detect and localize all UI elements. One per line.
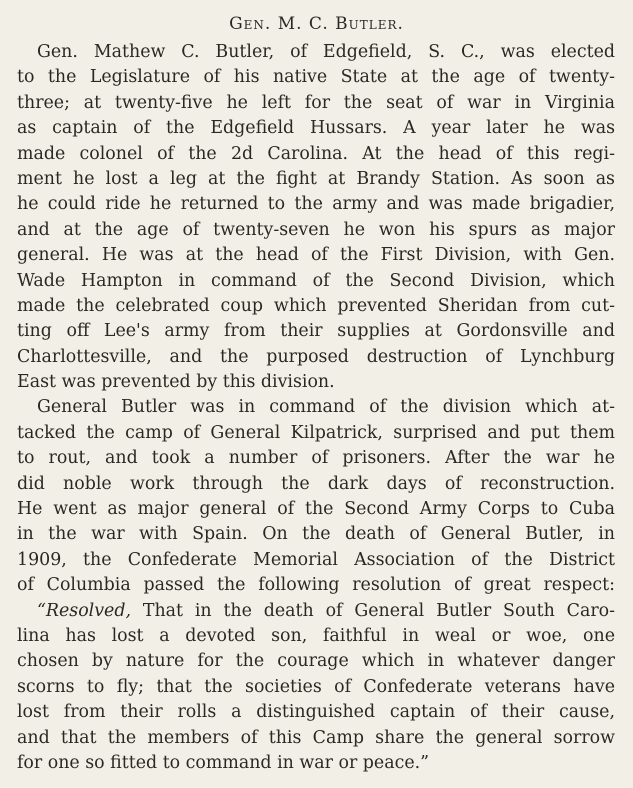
text-line: to the Legislature of his native State at the age of twenty- [17, 67, 615, 88]
article-body [17, 40, 615, 776]
text-line: General Butler was in command of the division which at- [37, 397, 615, 418]
text-line: scorns to fly; that the societies of Confederate veterans have [17, 676, 615, 697]
text-line: Charlottesville, and the purposed destruction of Lynchburg [17, 346, 615, 367]
text-line: general. He was at the head of the First Division, with Gen. [17, 245, 615, 266]
text-line: did noble work through the dark days of reconstruction. [17, 473, 615, 494]
text-line [17, 599, 615, 624]
text-line: for one so fitted to command in war or peace.” [17, 752, 430, 773]
text-line: to rout, and took a number of prisoners. After the war he [17, 448, 615, 469]
text-line: three; at twenty-five he left for the seat of war in Virginia [17, 92, 615, 113]
paragraph-3-resolution [17, 599, 615, 777]
text-line: Gen. Mathew C. Butler, of Edgefield, S. C., was elected [37, 42, 615, 62]
resolved-word: “Resolved, [37, 600, 132, 621]
text-line: lina has lost a devoted son, faithful in weal or woe, one [17, 625, 615, 646]
text-line: ting off Lee's army from their supplies at Gordonsville and [17, 321, 615, 342]
text-line: 1909, the Confederate Memorial Association of the District [17, 549, 615, 570]
text-line: Wade Hampton in command of the Second Division, which [17, 270, 615, 291]
text-line: and at the age of twenty-seven he won his spurs as major [17, 219, 615, 240]
text-line: tacked the camp of General Kilpatrick, surprised and put them [17, 422, 615, 443]
text-line: as captain of the Edgefield Hussars. A year later he was [17, 118, 615, 139]
text-line: East was prevented by this division. [17, 372, 335, 393]
text-line: in the war with Spain. On the death of General Butler, in [17, 524, 615, 545]
paragraph-1 [17, 40, 615, 395]
text-line: he could ride he returned to the army and was made brigadier, [17, 194, 615, 215]
paragraph-2 [17, 395, 615, 598]
text-line: and that the members of this Camp share the general sorrow [17, 727, 615, 748]
text-line: of Columbia passed the following resolution of great respect: [17, 575, 615, 596]
text-line: lost from their rolls a distinguished captain of their cause, [17, 702, 615, 723]
text-line: chosen by nature for the courage which in whatever danger [17, 651, 615, 672]
text-line-rest: That in the death of General Butler South Caro- [131, 600, 615, 621]
text-line: He went as major general of the Second Army Corps to Cuba [17, 499, 615, 520]
article-heading: Gen. M. C. Butler. [229, 14, 404, 34]
text-line: made the celebrated coup which prevented Sheridan from cut- [17, 295, 615, 316]
text-line: ment he lost a leg at the fight at Brandy Station. As soon as [17, 168, 615, 189]
text-line: made colonel of the 2d Carolina. At the head of this regi- [17, 143, 615, 164]
